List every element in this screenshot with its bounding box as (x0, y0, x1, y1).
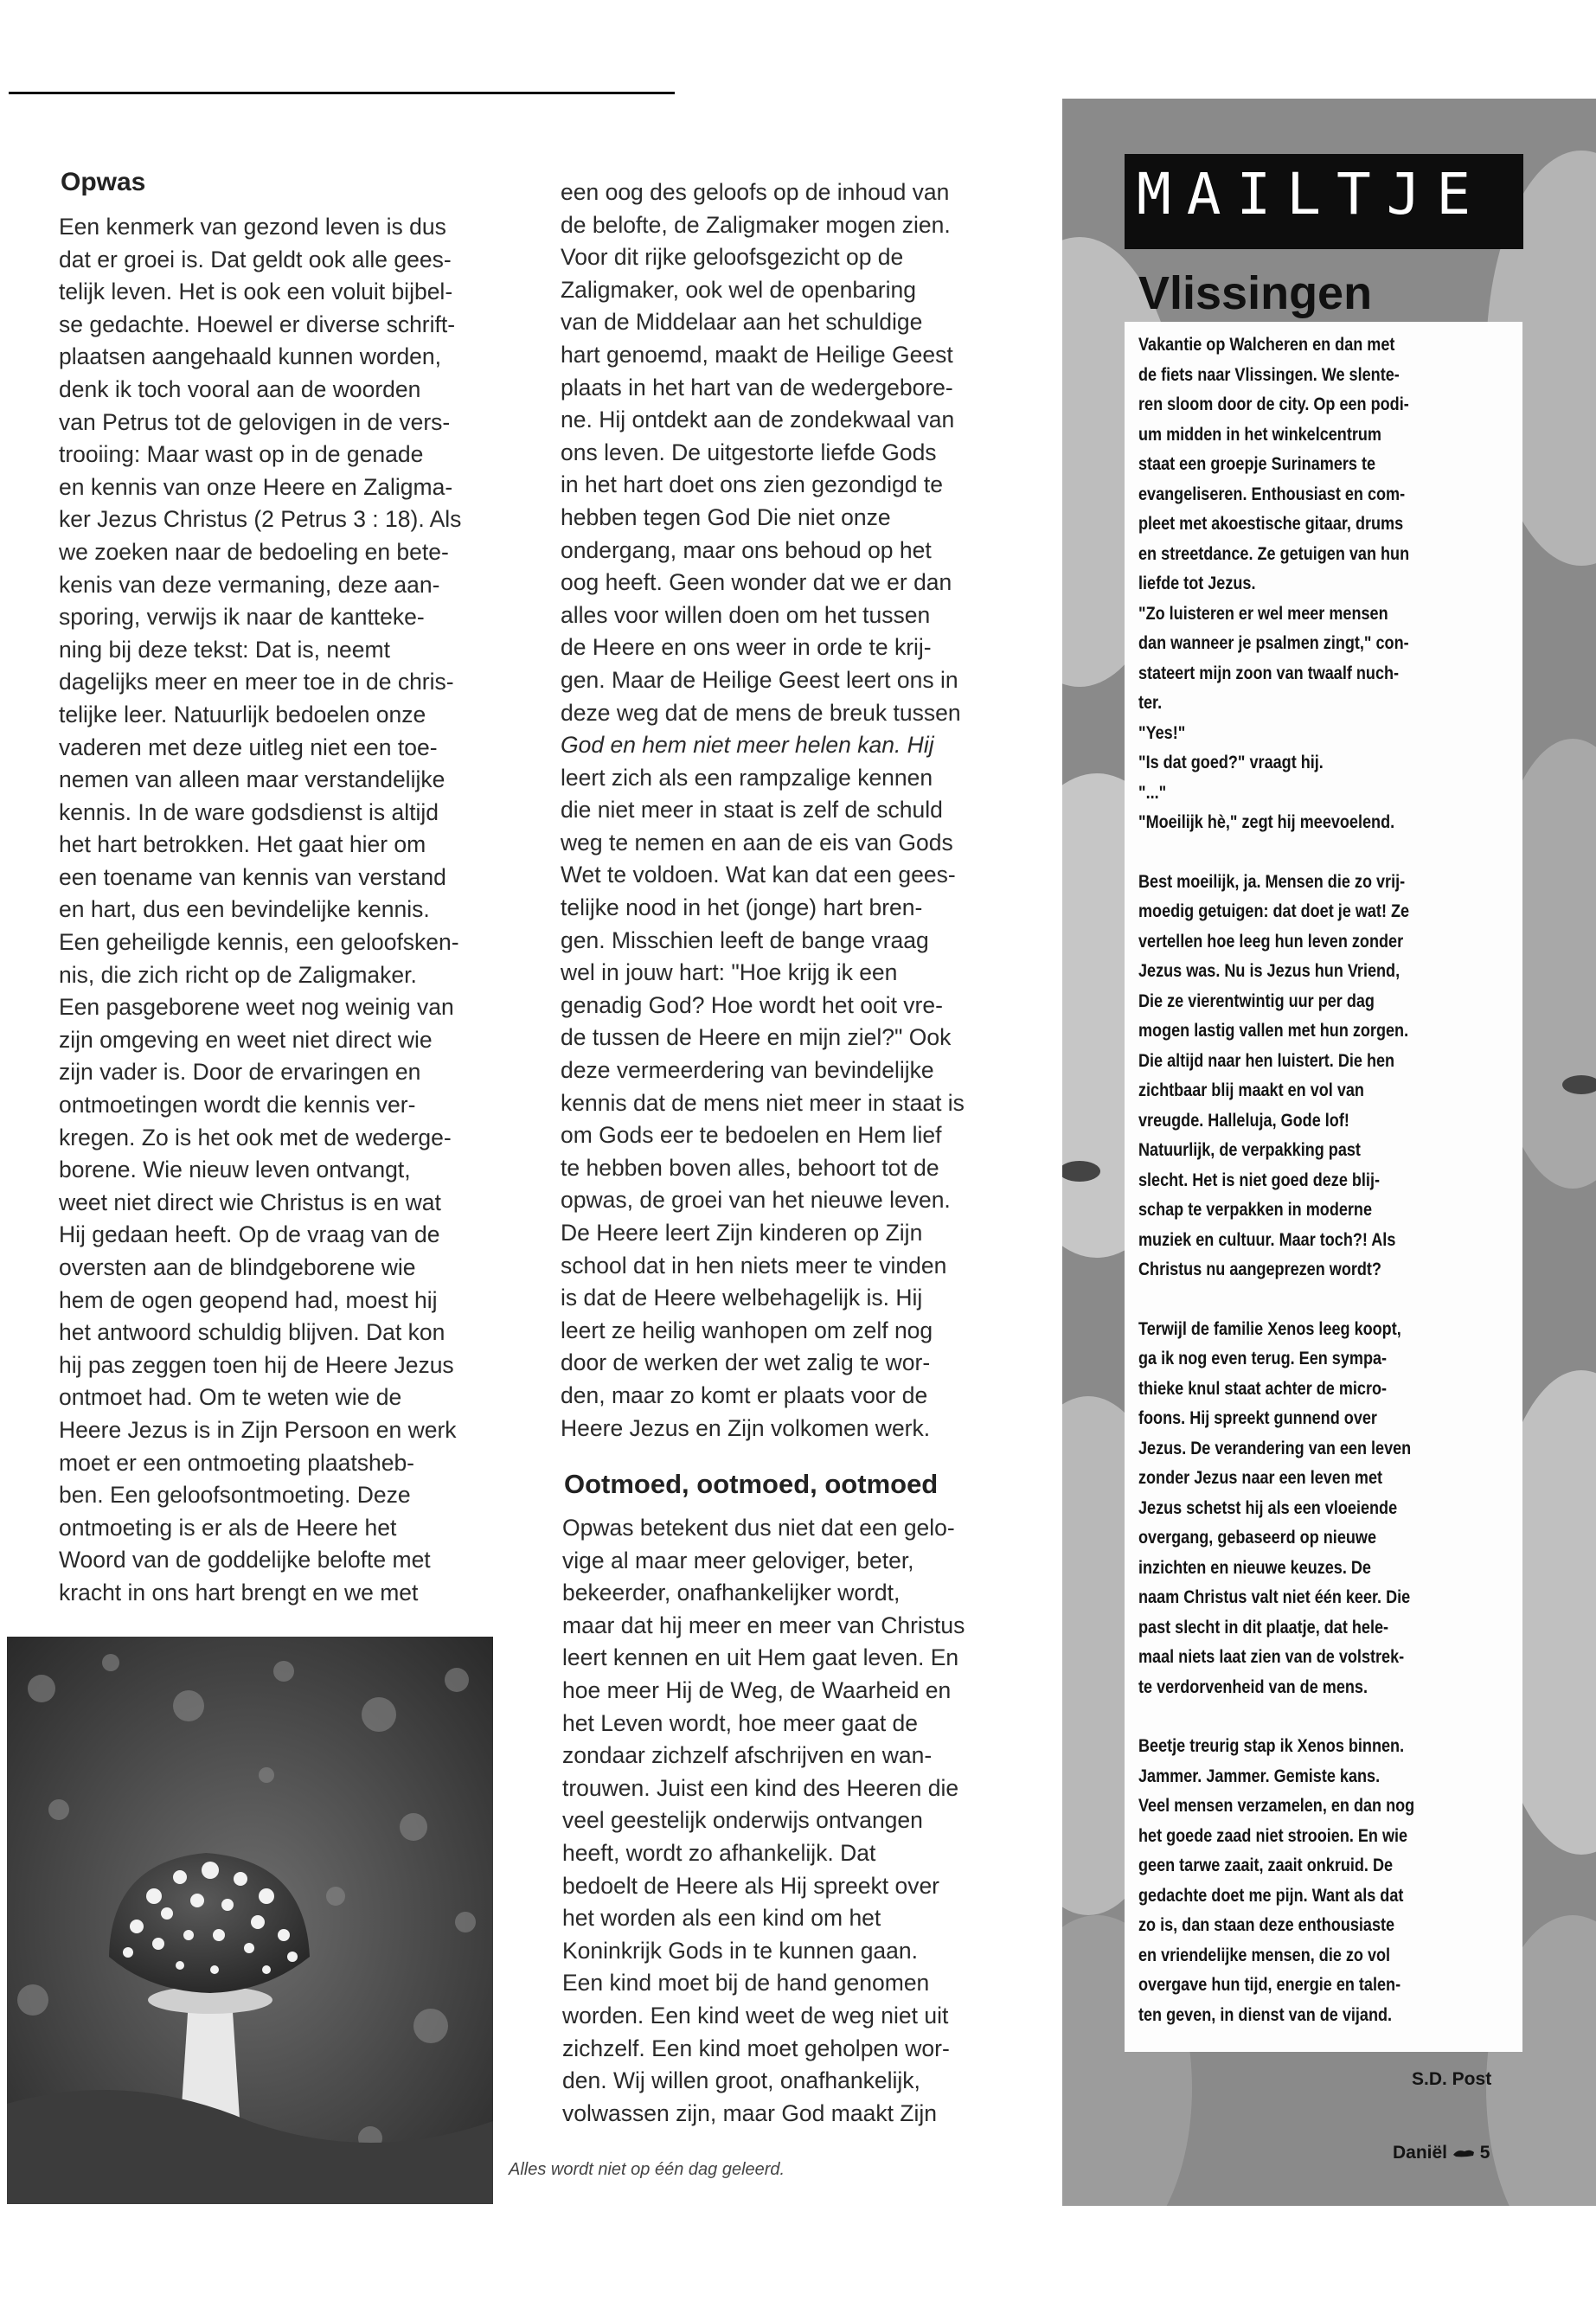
text-line: kenis van deze vermaning, deze aan- (59, 571, 440, 598)
text-line: vige al maar meer geloviger, beter, (562, 1547, 914, 1574)
text-line: trooiing: Maar wast op in de genade (59, 441, 424, 468)
text-line: Een kind moet bij de hand genomen (562, 1970, 930, 1997)
text-line: weg te nemen en aan de eis van Gods (561, 829, 953, 856)
text-line: foons. Hij spreekt gunnend over (1138, 1408, 1377, 1428)
text-line: de belofte, de Zaligmaker mogen zien. (561, 211, 951, 238)
text-line: overgave hun tijd, energie en talen- (1138, 1975, 1401, 1995)
text-line: ontmoetingen wordt die kennis ver- (59, 1092, 416, 1118)
text-line: Christus nu aangeprezen wordt? (1138, 1259, 1381, 1279)
text-line: Beetje treurig stap ik Xenos binnen. (1138, 1736, 1405, 1756)
text-line: De Heere leert Zijn kinderen op Zijn (561, 1220, 923, 1246)
sidebar-title: Vlissingen (1138, 267, 1373, 319)
text-line: het Leven wordt, hoe meer gaat de (562, 1709, 919, 1736)
text-line: het goede zaad niet strooien. En wie (1138, 1825, 1408, 1846)
text-line: en hart, dus een bevindelijke kennis. (59, 896, 430, 923)
text-line: ben. Een geloofsontmoeting. Deze (59, 1482, 411, 1509)
text-line: staat een groepje Surinamers te (1138, 454, 1376, 474)
text-line: zonder Jezus naar een leven met (1138, 1468, 1383, 1488)
lion-icon (1452, 2147, 1475, 2159)
text-line: bekeerder, onafhankelijker wordt, (562, 1580, 901, 1606)
text-line: het hart betrokken. Het gaat hier om (59, 831, 426, 858)
text-line (1138, 1702, 1414, 1732)
text-line: ondergang, maar ons behoud op het (561, 536, 932, 563)
text-line: trouwen. Juist een kind des Heeren die (562, 1774, 959, 1801)
text-line: Een pasgeborene weet nog weinig van (59, 994, 454, 1021)
text-line: hebben tegen God Die niet onze (561, 503, 891, 530)
text-line: liefde tot Jezus. (1138, 574, 1256, 593)
text-line: ning bij deze tekst: Dat is, neemt (59, 636, 390, 663)
text-line: de tussen de Heere en mijn ziel?" Ook (561, 1024, 952, 1051)
text-line: inzichten en nieuwe keuzes. De (1138, 1557, 1371, 1578)
text-line: Jezus. De verandering van een leven (1138, 1438, 1412, 1458)
article-column-2 (561, 176, 1028, 1445)
text-line: Zaligmaker, ook wel de openbaring (561, 276, 916, 303)
text-line: ga ik nog even terug. Een sympa- (1138, 1349, 1388, 1368)
text-line: Woord van de goddelijke belofte met (59, 1547, 431, 1574)
mailtje-label: MAILTJE (1137, 161, 1487, 228)
text-line: het antwoord schuldig blijven. Dat kon (59, 1319, 445, 1346)
text-line: genadig God? Hoe wordt het ooit vre- (561, 991, 943, 1018)
text-line: evangeliseren. Enthousiast en com- (1138, 484, 1406, 504)
sidebar-text (1138, 330, 1459, 2030)
text-line: thieke knul staat achter de micro- (1138, 1378, 1388, 1399)
text-line: en streetdance. Ze getuigen van hun (1138, 543, 1410, 564)
text-line: bedoelt de Heere als Hij spreekt over (562, 1872, 940, 1899)
text-line: maar dat hij meer en meer van Christus (562, 1612, 965, 1638)
text-line: vreugde. Halleluja, Gode lof! (1138, 1110, 1349, 1131)
text-line: Koninkrijk Gods in te kunnen gaan. (562, 1937, 919, 1964)
text-line: van Petrus tot de gelovigen in de vers- (59, 408, 451, 435)
text-line: past slecht in dit plaatje, dat hele- (1138, 1617, 1389, 1638)
text-line: hij pas zeggen toen hij de Heere Jezus (59, 1351, 454, 1378)
text-line: Die ze vierentwintig uur per dag (1138, 990, 1375, 1011)
text-line: "Yes!" (1138, 722, 1186, 743)
text-line: oversten aan de blindgeborene wie (59, 1254, 416, 1280)
text-line: pleet met akoestische gitaar, drums (1138, 514, 1404, 534)
text-line: ker Jezus Christus (2 Petrus 3 : 18). Als (59, 506, 462, 533)
text-line: kennis. In de ware godsdienst is altijd (59, 798, 439, 825)
text-line: weet niet direct wie Christus is en wat (59, 1189, 441, 1215)
text-line: hem de ogen geopend had, moest hij (59, 1286, 438, 1313)
text-line: Best moeilijk, ja. Mensen die zo vrij- (1138, 871, 1406, 892)
text-line: we zoeken naar de bedoeling en bete- (59, 538, 449, 565)
text-line: die niet meer in staat is zelf de schuld (561, 797, 943, 824)
text-line: wel in jouw hart: "Hoe krijg ik een (561, 959, 898, 986)
text-line: stateert mijn zoon van twaalf nuch- (1138, 663, 1400, 683)
text-line: naam Christus valt niet één keer. Die (1138, 1587, 1411, 1607)
text-line: ren sloom door de city. Op een podi- (1138, 394, 1409, 414)
text-line: maal niets laat zien van de volstrek- (1138, 1647, 1405, 1667)
text-line: den, maar zo komt er plaats voor de (561, 1381, 928, 1408)
heading-opwas: Opwas (61, 168, 146, 196)
text-line: Hij gedaan heeft. Op de vraag van de (59, 1221, 440, 1248)
text-line: te verdorvenheid van de mens. (1138, 1676, 1368, 1697)
text-line: kennis dat de mens niet meer in staat is (561, 1089, 965, 1116)
text-line: Heere Jezus en Zijn volkomen werk. (561, 1414, 931, 1441)
text-line: Opwas betekent dus niet dat een gelo- (562, 1515, 955, 1541)
text-line: telijke nood in het (jonge) hart bren- (561, 894, 923, 921)
text-line: vaderen met deze uitleg niet een toe- (59, 734, 438, 760)
text-line: gedachte doet me pijn. Want als dat (1138, 1885, 1404, 1906)
text-line (1138, 1285, 1414, 1315)
text-line: om Gods eer te bedoelen en Hem lief (561, 1122, 942, 1149)
text-line: geen tarwe zaait, zaait onkruid. De (1138, 1856, 1394, 1875)
text-line: "..." (1138, 782, 1167, 803)
text-line: ontmoeting is er als de Heere het (59, 1514, 397, 1541)
photo-caption: Alles wordt niet op één dag geleerd. (509, 2160, 785, 2179)
text-line: vertellen hoe leeg hun leven zonder (1138, 931, 1404, 952)
text-line: sporing, verwijs ik naar de kantteke- (59, 604, 425, 631)
mushroom-photo (7, 1637, 493, 2204)
text-line: Heere Jezus is in Zijn Persoon en werk (59, 1416, 457, 1443)
text-line: mogen lastig vallen met hun zorgen. (1138, 1021, 1409, 1041)
text-line: deze weg dat de mens de breuk tussen (561, 699, 961, 726)
text-line: deze vermeerdering van bevindelijke (561, 1057, 934, 1084)
text-line: ten geven, in dienst van de vijand. (1138, 2004, 1393, 2025)
text-line: een toename van kennis van verstand (59, 863, 446, 890)
text-line: denk ik toch vooral aan de woorden (59, 375, 421, 402)
text-line: Wet te voldoen. Wat kan dat een gees- (561, 862, 956, 888)
text-line: kregen. Zo is het ook met de wederge- (59, 1124, 452, 1150)
text-line: leert ze heilig wanhopen om zelf nog (561, 1317, 933, 1343)
text-line: den. Wij willen groot, onafhankelijk, (562, 2067, 920, 2094)
text-line: in het hart doet ons zien gezondigd te (561, 471, 943, 498)
text-line: leert zich als een rampzalige kennen (561, 764, 933, 791)
text-line: een oog des geloofs op de inhoud van (561, 179, 950, 205)
text-line: ne. Hij ontdekt aan de zondekwaal van (561, 407, 955, 433)
article-column-2b (562, 1512, 965, 2130)
text-line: te hebben boven alles, behoort tot de (561, 1154, 939, 1181)
text-line: gen. Misschien leeft de bange vraag (561, 926, 929, 953)
text-line: ontmoet had. Om te weten wie de (59, 1384, 402, 1411)
text-line: gen. Maar de Heilige Geest leert ons in (561, 666, 958, 693)
text-line: Vakantie op Walcheren en dan met (1138, 335, 1395, 355)
page-number: 5 (1479, 2143, 1490, 2163)
text-line: van de Middelaar aan het schuldige (561, 309, 923, 336)
heading-ootmoed: Ootmoed, ootmoed, ootmoed (564, 1469, 939, 1499)
text-line: Natuurlijk, de verpakking past (1138, 1140, 1361, 1160)
text-line: zichtbaar blij maakt en vol van (1138, 1080, 1364, 1100)
text-line: Jezus schetst hij als een vloeiende (1138, 1497, 1398, 1518)
text-line: se gedachte. Hoewel er diverse schrift- (59, 311, 456, 337)
text-line: God en hem niet meer helen kan. Hij (561, 732, 934, 759)
text-line: door de werken der wet zalig te wor- (561, 1349, 931, 1376)
text-line: Terwijl de familie Xenos leeg koopt, (1138, 1318, 1401, 1339)
text-line: ons leven. De uitgestorte liefde Gods (561, 439, 937, 465)
text-line: overgang, gebaseerd op nieuwe (1138, 1528, 1376, 1548)
text-line: plaats in het hart van de wedergebore- (561, 374, 953, 401)
text-line: moet er een ontmoeting plaatsheb- (59, 1449, 415, 1476)
author-signature: S.D. Post (1412, 2069, 1492, 2089)
text-line: zijn vader is. Door de ervaringen en (59, 1059, 421, 1086)
page-footer (1393, 2143, 1490, 2163)
text-line: de fiets naar Vlissingen. We slente- (1138, 364, 1400, 385)
top-rule (9, 92, 675, 94)
text-line: hoe meer Hij de Weg, de Waarheid en (562, 1676, 952, 1703)
text-line: heeft, wordt zo afhankelijk. Dat (562, 1839, 876, 1866)
text-line: telijke leer. Natuurlijk bedoelen onze (59, 701, 426, 727)
text-line: Jammer. Jammer. Gemiste kans. (1138, 1766, 1381, 1786)
text-line: alles voor willen doen om het tussen (561, 601, 931, 628)
text-line: plaatsen aangehaald kunnen worden, (59, 343, 442, 370)
text-line: is dat de Heere welbehagelijk is. Hij (561, 1285, 923, 1311)
text-line: Die altijd naar hen luistert. Die hen (1138, 1050, 1395, 1071)
article-column-1 (59, 211, 526, 1610)
text-line: zichzelf. Een kind moet geholpen wor- (562, 2035, 950, 2061)
text-line: Jezus was. Nu is Jezus hun Vriend, (1138, 961, 1401, 981)
text-line: "Zo luisteren er wel meer mensen (1138, 603, 1388, 624)
text-line: moedig getuigen: dat doet je wat! Ze (1138, 901, 1410, 921)
text-line: kracht in ons hart brengt en we met (59, 1579, 419, 1606)
text-line: dagelijks meer en meer toe in de chris- (59, 669, 454, 695)
text-line: borene. Wie nieuw leven ontvangt, (59, 1157, 411, 1183)
text-line: dan wanneer je psalmen zingt," con- (1138, 633, 1409, 653)
text-line: volwassen zijn, maar God maakt Zijn (562, 2099, 937, 2126)
text-line: worden. Een kind weet de weg niet uit (562, 2002, 949, 2029)
text-line: telijk leven. Het is ook een voluit bijbel- (59, 279, 453, 305)
text-line: school dat in hen niets meer te vinden (561, 1252, 947, 1279)
text-line: en kennis van onze Heere en Zaligma- (59, 473, 453, 500)
text-line: Een kenmerk van gezond leven is dus (59, 214, 446, 240)
text-line: de Heere en ons weer in orde te krij- (561, 634, 932, 661)
text-line: Veel mensen verzamelen, en dan nog (1138, 1796, 1415, 1816)
text-line: opwas, de groei van het nieuwe leven. (561, 1187, 951, 1214)
text-line: "Is dat goed?" vraagt hij. (1138, 753, 1324, 772)
text-line: muziek en cultuur. Maar toch?! Als (1138, 1229, 1396, 1250)
text-line: veel geestelijk onderwijs ontvangen (562, 1807, 923, 1834)
text-line: leert kennen en uit Hem gaat leven. En (562, 1644, 959, 1671)
text-line: hart genoemd, maakt de Heilige Geest (561, 341, 953, 368)
text-line: nemen van alleen maar verstandelijke (59, 766, 445, 793)
text-line: nis, die zich richt op de Zaligmaker. (59, 961, 417, 988)
text-line: Voor dit rijke geloofsgezicht op de (561, 244, 904, 271)
text-line: ter. (1138, 693, 1163, 713)
text-line: oog heeft. Geen wonder dat we er dan (561, 569, 952, 596)
text-line: dat er groei is. Dat geldt ook alle gees- (59, 246, 452, 272)
text-line: zo is, dan staan deze enthousiaste (1138, 1915, 1395, 1935)
text-line: um midden in het winkelcentrum (1138, 424, 1381, 445)
text-line: "Moeilijk hè," zegt hij meevoelend. (1138, 812, 1395, 832)
text-line: schap te verpakken in moderne (1138, 1200, 1373, 1220)
text-line: Een geheiligde kennis, een geloofsken- (59, 929, 459, 956)
text-line: slecht. Het is niet goed deze blij- (1138, 1170, 1380, 1190)
text-line: zijn omgeving en weet niet direct wie (59, 1026, 433, 1053)
text-line: het worden als een kind om het (562, 1905, 881, 1932)
footer-magazine-name: Daniël (1393, 2143, 1448, 2163)
text-line: zondaar zichzelf afschrijven en wan- (562, 1742, 933, 1769)
text-line (1138, 838, 1414, 868)
text-line: en vriendelijke mensen, die zo vol (1138, 1945, 1391, 1965)
